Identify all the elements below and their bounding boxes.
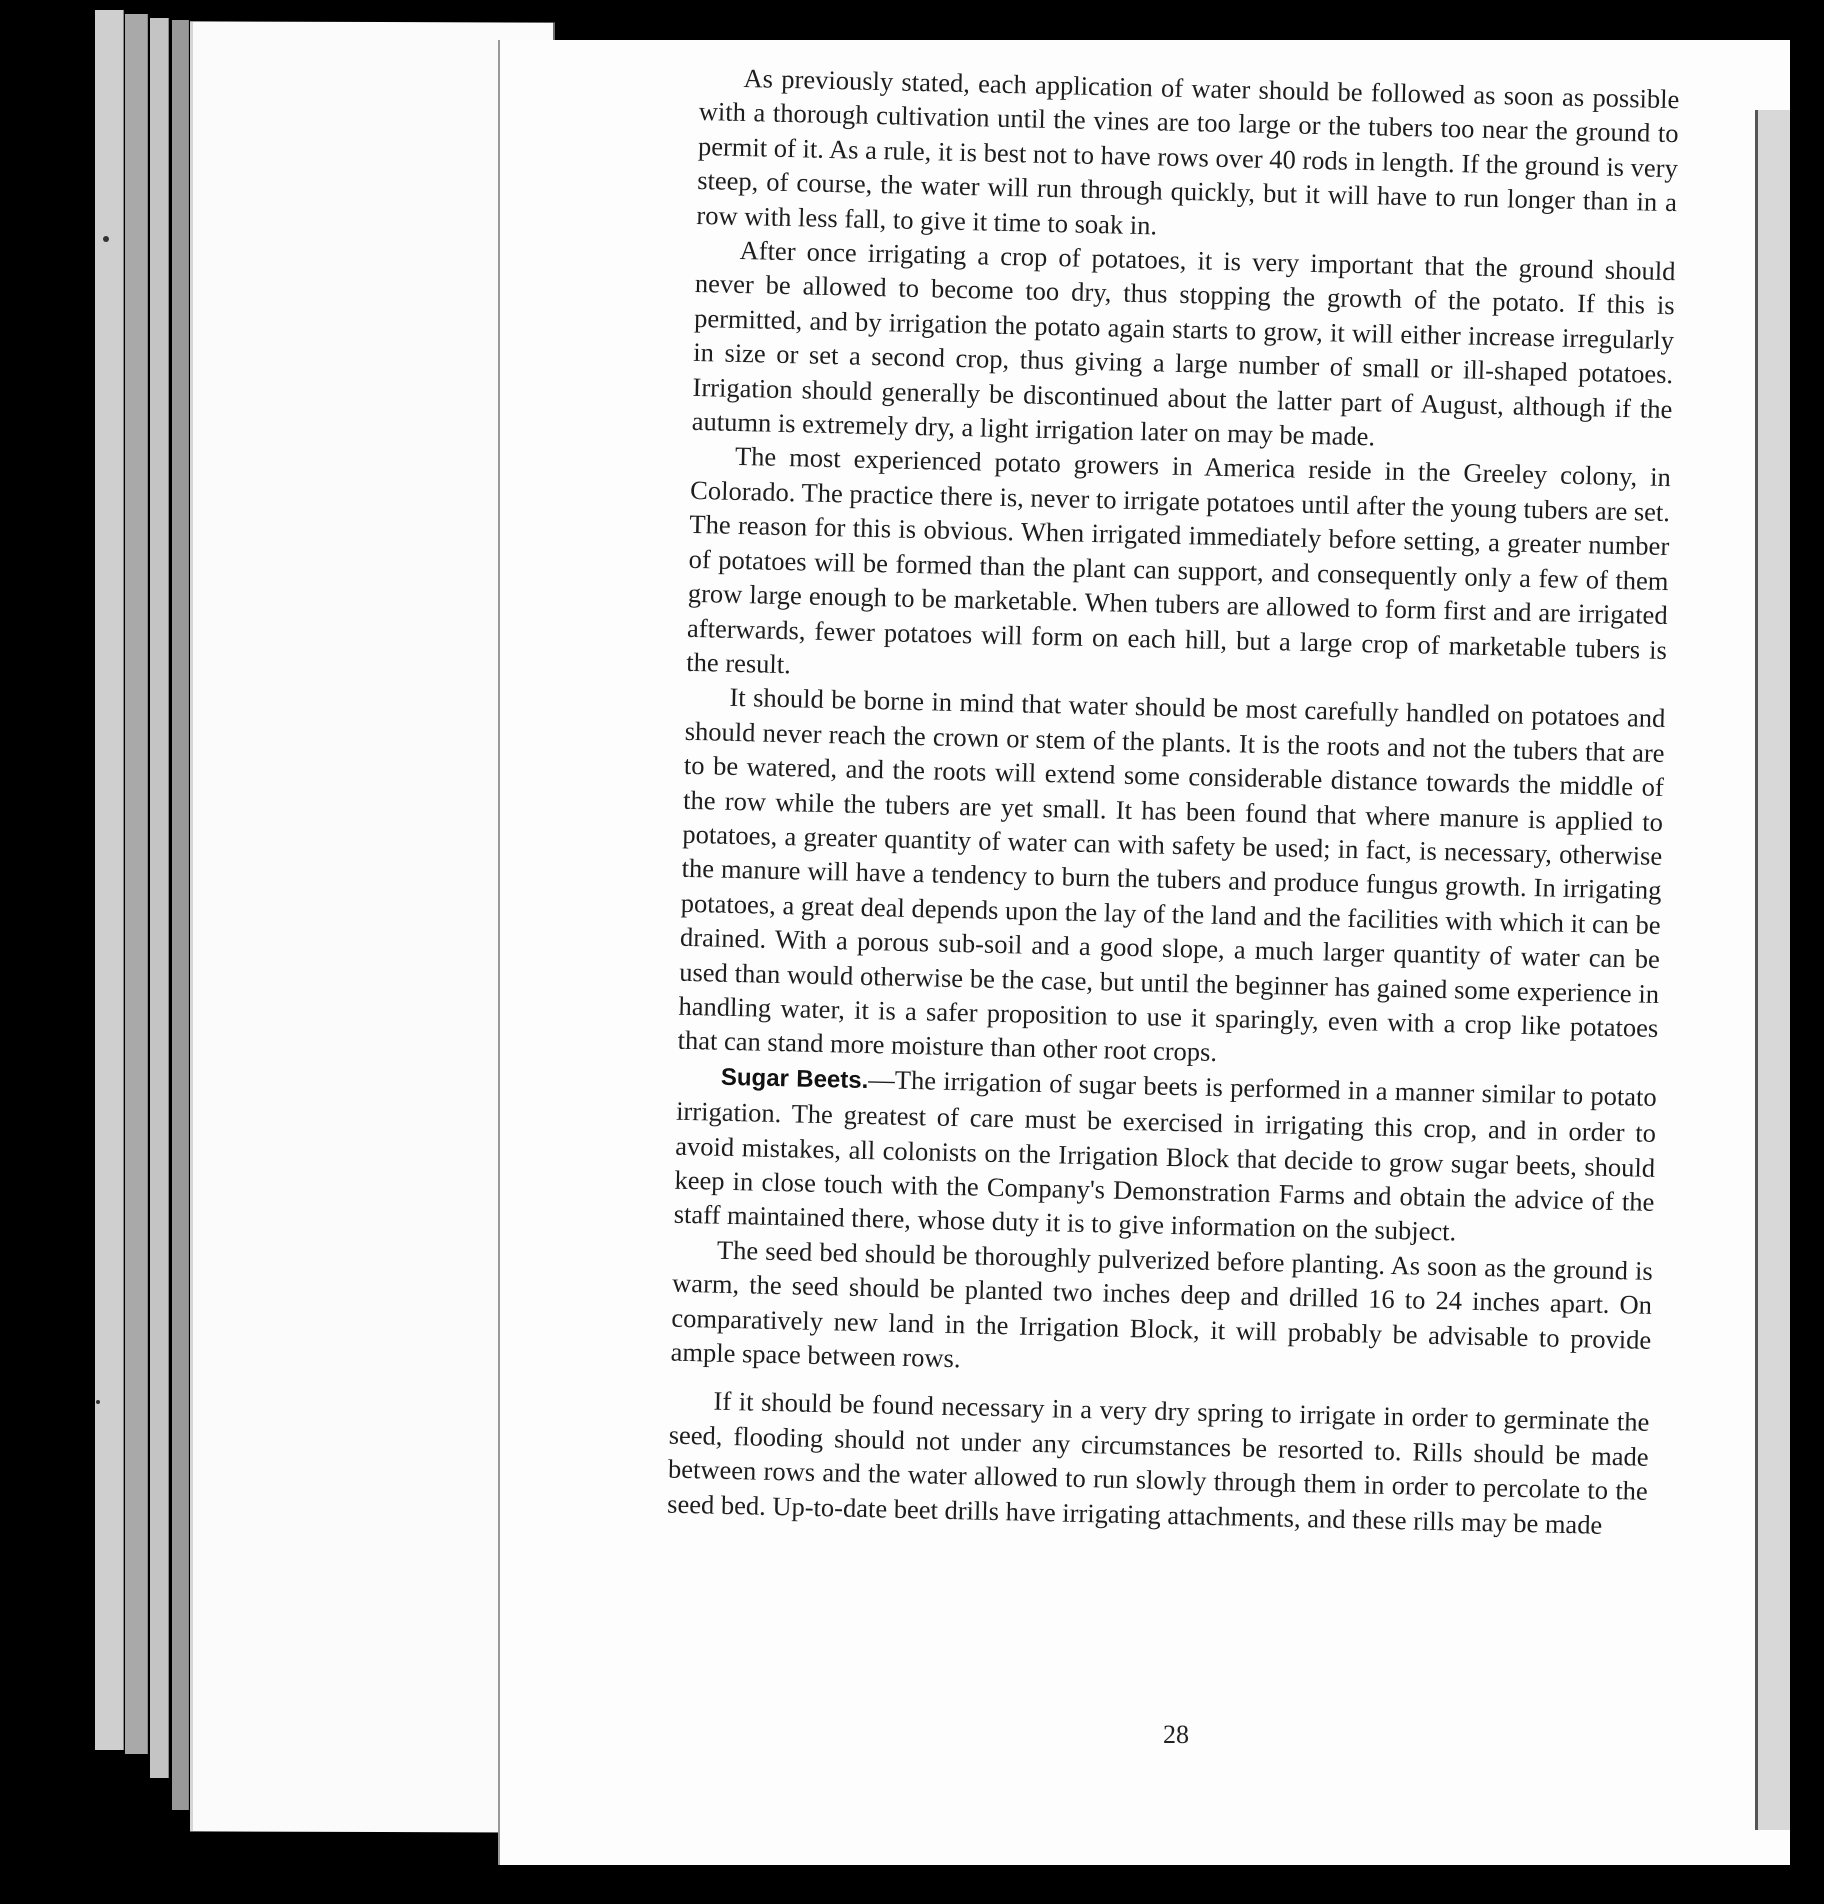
paragraph-water-handling: It should be borne in mind that water should be most carefully handled on potatoes and should never reach the crown or stem of the plants. It is the roots and not the tubers that are to be watered, and the roots will extend some considerable distance towards the middle of the row while the tubers are yet small. It has been found that where manure is applied to potatoes, a greater quantity of water can with safety be used; in fact, is necessary, otherwise the manure will have a tendency to burn the tubers and produce fungus growth. In irrigating potatoes, a great deal depends upon the lay of the land and the facilities with which it can be drained. With a porous sub-soil and a good slope, a much larger quantity of water can be used than would otherwise be the case, but until the beginner has gained some experience in handling water, it is a safer proposition to use it sparingly, even with a crop like potatoes that can stand more moisture than other root crops.: [677, 682, 1666, 1068]
dust-speck: [96, 1400, 100, 1404]
dust-speck: [103, 236, 109, 242]
paragraph-greeley-colony: The most experienced potato growers in America reside in the Greeley colony, in Colorado. The practice there is, never to irrigate potatoes until after the young tubers are set. The reason for this is obvious. When irrigated immediately before setting, a greater number of potatoes will be formed than the plant can support, and consequently only a few of them grow large enough to be marketable. When tubers are allowed to form first and are irrigated afterwards, fewer potatoes will form on each hill, but a large crop of marketable tubers is the result.: [686, 441, 1672, 680]
paragraph-sugar-beets: [673, 1058, 1657, 1254]
page-number: 28: [1163, 1720, 1189, 1749]
paragraph-seed-bed: The seed bed should be thoroughly pulverized before planting. As soon as the ground is warm, the seed should be planted two inches deep and drilled 16 to 24 inches apart. On comparatively new land in the Irrigation Block, it will probably be advisable to provide ample space between rows.: [670, 1234, 1654, 1374]
next-page-edge: [1755, 110, 1790, 1830]
sugar-beets-heading: Sugar Beets.: [720, 1063, 869, 1094]
paragraph-germination: If it should be found necessary in a very dry spring to irrigate in order to germinate the seed, flooding should not under any circumstances be resorted to. Rills should be made between rows and the water allowed to run slowly through them in order to percolate to the seed bed. Up-to-date beet drills have irrigating attachments, and these rills may be made: [666, 1386, 1650, 1540]
page-body-text: [667, 60, 1680, 1543]
page-edges: [0, 0, 200, 1904]
sugar-beets-text: —The irrigation of sugar beets is performed in a manner similar to potato irrigation. The greatest of care must be exercised in irrigating this crop, and in order to avoid mistakes, all colonists on the Irrigation Block that decide to grow sugar beets, should keep in close touch with the Company's Demonstration Farms and obtain the advice of the staff maintained there, whose duty it is to give information on the subject.: [673, 1063, 1658, 1247]
paragraph-cultivation: As previously stated, each application of water should be followed as soon as possible with a thorough cultivation until the vines are too large or the tubers too near the ground to permit of it. As a rule, it is best not to have rows over 40 rods in length. If the ground is very steep, of course, the water will run through quickly, but it will have to run longer than in a row with less fall, to give it time to soak in.: [696, 62, 1680, 241]
paragraph-dry-ground: After once irrigating a crop of potatoes, it is very important that the ground should never be allowed to become too dry, thus stopping the growth of the potato. If this is permitted, and by irrigation the potato again starts to grow, it will either increase irregularly in size or set a second crop, thus giving a large number of small or ill-shaped potatoes. Irrigation should generally be discontinued about the latter part of August, although if the autumn is extremely dry, a light irrigation later on may be made.: [691, 234, 1676, 452]
